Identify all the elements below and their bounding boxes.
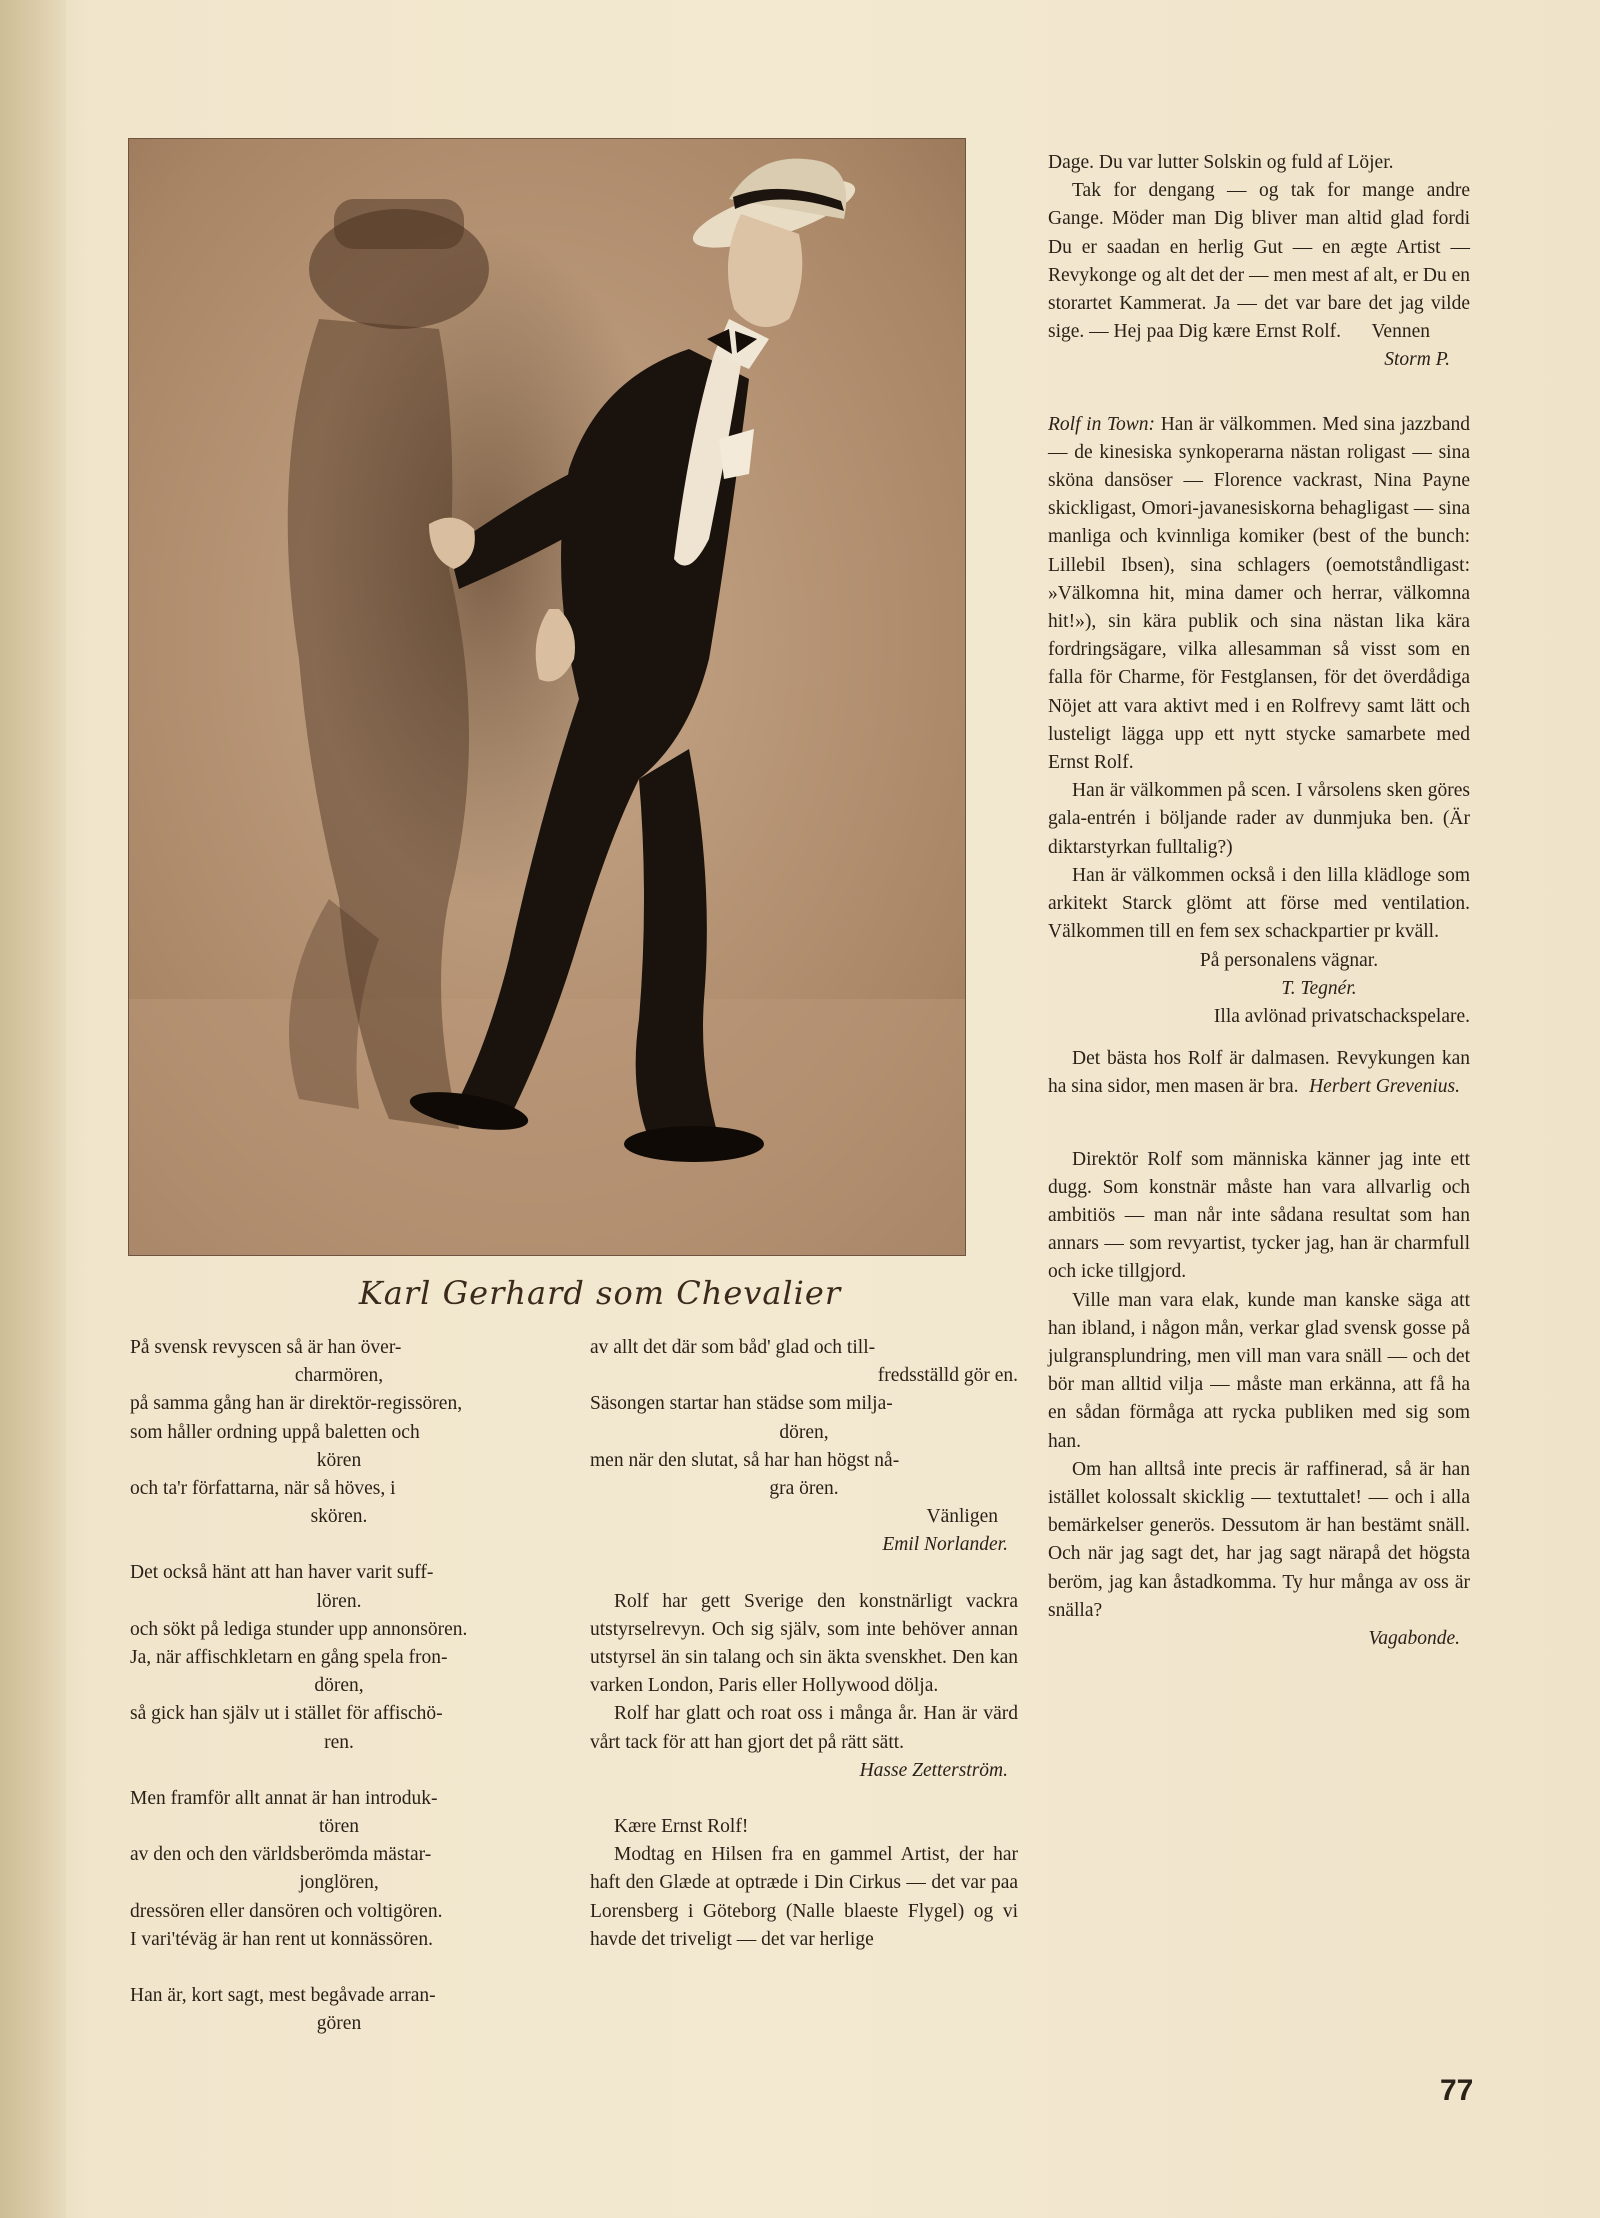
paragraph-tak-for-dengang: Tak for dengang — og tak for mange andre Gange. Möder man Dig bliver man altid glad fordi Du er saadan en herlig Gut — en ægte Artist — Revykonge og alt det der — men mest af alt, er Du en storartet Kammerat. Ja — det var bare det jag vilde sige. — Hej paa Dig kære Ernst Rolf. [1048, 180, 1470, 343]
paragraph-valkommen-pa-scen: Han är välkommen på scen. I vårsolens sken göres gala-entrén i böljande rader av dunmjuka ben. (Är diktarstyrkan fulltalig?) [1048, 780, 1470, 858]
column-2 [590, 1334, 1018, 1954]
verse-line: fredsställd gör en. [877, 1365, 1018, 1387]
signature-storm-p: Storm P. [1384, 349, 1450, 371]
paragraph-rolf-in-town [1048, 411, 1470, 778]
stanza-gap [130, 1954, 548, 1982]
verse-line: kören [316, 1449, 362, 1471]
paragraph-dage: Dage. Du var lutter Solskin og fuld af Löjer. [1048, 152, 1394, 173]
verse-line: Han är, kort sagt, mest begåvade arran- [130, 1985, 436, 2007]
signature-emil-norlander: Emil Norlander. [882, 1534, 1008, 1556]
signature-line-personalens: På personalens vägnar. [1199, 949, 1379, 971]
verse-line: av den och den världsberömda mästar- [130, 1844, 432, 1866]
verse-line: så gick han själv ut i stället för affischö- [130, 1703, 443, 1725]
paragraph-glatt-och-roat: Rolf har glatt och roat oss i många år. Han är värd vårt tack för att han gjort det på rätt sätt. [590, 1703, 1018, 1753]
verse-continuation [590, 1334, 1018, 1503]
verse-line: och sökt på lediga stunder upp annonsören. [130, 1618, 468, 1640]
page-binding-shadow [0, 0, 66, 2218]
paragraph-kladloge: Han är välkommen också i den lilla klädloge som arkitekt Starck glömt att förse med ventilation. Välkommen till en fem sex schackpartier pr kväll. [1048, 864, 1470, 943]
verse-line: och ta'r författarna, när så höves, i [130, 1478, 396, 1500]
verse-line: Det också hänt att han haver varit suff- [130, 1562, 434, 1584]
photo-caption: Karl Gerhard som Chevalier [358, 1274, 842, 1312]
verse-line: På svensk revyscen så är han över- [130, 1337, 402, 1358]
verse-line: charmören, [294, 1365, 384, 1387]
verse-line: skören. [310, 1506, 368, 1528]
paragraph-utstyrselrevyn: Rolf har gett Sverige den konstnärligt vackra utstyrselrevyn. Och sig själv, som inte behöver annan utstyrsel än sin talang och sin äkta svenskhet. Den kan varken London, Paris eller Hollywood dölja. [590, 1590, 1018, 1697]
rolf-in-town-lead: Rolf in Town: [1048, 413, 1156, 435]
page-number: 77 [1440, 2074, 1474, 2107]
rolf-in-town-text: Han är välkommen. Med sina jazzband — de kinesiska synkoperarna nästan roligast — sina sköna dansöser — Florence vackrast, Nina Payne skickligast, Omori-javanesiskorna behagligast — sina manliga och kvinnliga komiker (best of the bunch: Lillebil Ibsen), sina schlagers (oemotståndligast: »Välkomna hit, mina damer och herrar, välkomna hit!»), sin kära publik och sina nästan lika kära fordringsägare, vilka allesamman så visst som en falla för Charme, för Festglansen, för det överdådiga Nöjet att vara aktivt med i en Rolfrevy samt lätt och lusteligt lägga upp ett nytt stycke samarbete med Ernst Rolf. [1048, 413, 1470, 774]
paragraph-dalmasen: Det bästa hos Rolf är dalmasen. Revykungen kan ha sina sidor, men masen är bra. [1048, 1048, 1470, 1098]
verse-line: gra ören. [769, 1478, 839, 1500]
verse-line: I vari'téväg är han rent ut konnässören. [130, 1928, 433, 1950]
verse-line: dressören eller dansören och voltigören. [130, 1900, 443, 1922]
paragraph-raffinerad: Om han alltså inte precis är raffinerad, så är han istället kolossalt skicklig — textuttalet! — och i alla bemärkelser generös. Dessutom är han bestämt snäll. Och när jag sagt det, har jag sagt närapå det högsta beröm, jag kan åstadkomma. Ty hur många av oss är snälla? [1048, 1458, 1470, 1621]
verse-line: av allt det där som båd' glad och till- [590, 1337, 876, 1358]
paragraph-direktor-rolf: Direktör Rolf som människa känner jag inte ett dugg. Som konstnär måste han vara allvarlig och ambitiös — man når inte sådana resultat som han annars — som revyartist, tycker jag, han är charmfull och icke tillgjord. [1048, 1148, 1470, 1283]
verse-line: på samma gång han är direktör-regissören, [130, 1393, 463, 1415]
verse-line: men när den slutat, så har han högst nå- [590, 1449, 900, 1471]
paragraph-modtag-en-hilsen: Modtag en Hilsen fra en gammel Artist, der har haft den Glæde at optræde i Din Cirkus — det var paa Lorensberg i Göteborg (Nalle blaeste Flygel) og vi havde det triveligt — det var herlige [590, 1844, 1018, 1950]
verse-line: ren. [324, 1731, 354, 1753]
stanza-gap [130, 1531, 548, 1559]
verse-line: lören. [316, 1590, 362, 1612]
stanza-gap [130, 1757, 548, 1785]
paragraph-ville-man-vara-elak: Ville man vara elak, kunde man kanske säga att han ibland, i någon mån, verkar glad svensk gosse på julgransplundring, men vill man vara snäll — och det bör man alltid vilja — måste man erkänna, att få ha en sådan förmåga att rycka publiken med sig som han. [1048, 1289, 1470, 1452]
signature-line-privatschack: Illa avlönad privatschackspelare. [1213, 1005, 1470, 1027]
verse-line: Säsongen startar han städse som milja- [590, 1393, 893, 1415]
verse-line: Men framför allt annat är han introduk- [130, 1787, 438, 1809]
verse-line: Ja, när affischkletarn en gång spela fron- [130, 1647, 448, 1669]
column-3 [1048, 149, 1470, 1653]
photo-illustration [129, 139, 965, 1255]
closing-vennen: Vennen [1371, 321, 1430, 343]
signature-t-tegner: T. Tegnér. [1281, 977, 1357, 999]
photograph-karl-gerhard [128, 138, 966, 1256]
signature-hasse-zetterstrom: Hasse Zetterström. [859, 1759, 1008, 1781]
signature-herbert-grevenius: Herbert Grevenius. [1309, 1076, 1460, 1098]
verse-line: gören [316, 2013, 362, 2035]
column-1-verse [130, 1334, 548, 2038]
signature-greeting: Vänligen [926, 1506, 998, 1528]
verse-line: jonglören, [299, 1872, 379, 1894]
verse-line: tören [318, 1816, 360, 1838]
verse-line: dören, [779, 1421, 829, 1443]
verse-line: som håller ordning uppå baletten och [130, 1421, 420, 1443]
salutation: Kære Ernst Rolf! [614, 1816, 749, 1838]
signature-vagabonde: Vagabonde. [1368, 1627, 1460, 1649]
verse-line: dören, [314, 1675, 364, 1697]
